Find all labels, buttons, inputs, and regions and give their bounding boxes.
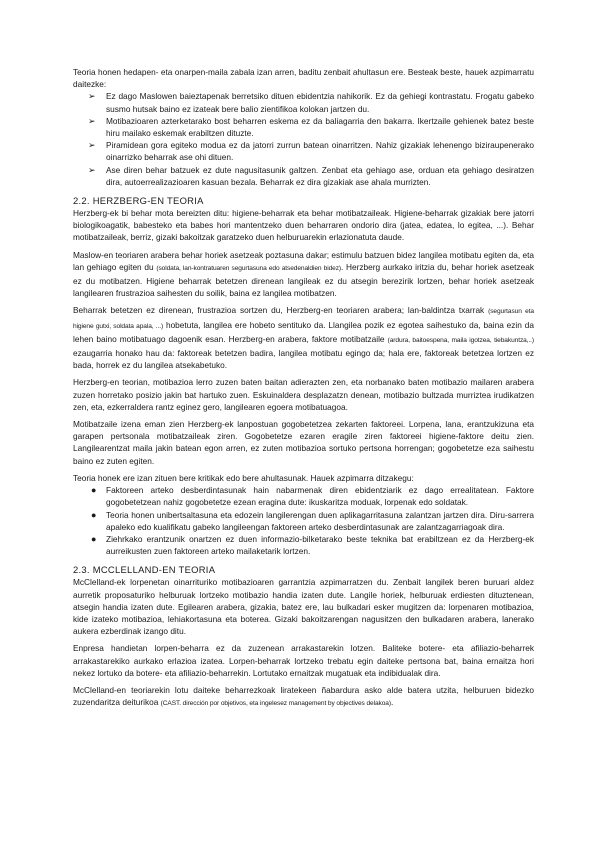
weaknesses-list — [73, 90, 534, 188]
intro-paragraph: Teoria honen hedapen- eta onarpen-maila zabala izan arren, baditu zenbait ahultasun ere. Besteak beste, hauek azpimarratu daitezke: — [73, 67, 534, 90]
arrow-bullet-icon: ➢ — [88, 140, 96, 151]
inline-note: (segurtasun eta higiene gutxi, soldata apala, ...) — [73, 308, 534, 330]
list-item: ● Teoria honen unibertsaltasuna eta edozein langilerengan duen aplikagarritasuna zalantzan jartzen dira. Diru-sarrera apaleko edo kualifikatu gabeko langileengan faktoreen arteko desberdintasunak are zalantzagarriagoak dira. — [91, 509, 534, 532]
mcclelland-paragraph-1: McClelland-ek lorpenetan oinarrituriko motibazioaren garrantzia azpimarratzen du. Zenbait langilek beren buruari aldez aurretik proposaturiko helburuak lortzeko motibazio handia izaten dute. Langile horiek, helburuak erdiesten dituztenean, atsegin handia izaten dute. Egilearen arabera, gizakia, batez ere, lau bulkadari esker mugitzen da: lorpenaren motibazioa, kide izateko motibazioa, lehiakortasuna eta boterea. Gizaki bakoitzarengan nagusitzen den bulkadaren arabera, lanerako aukera ezberdinak izango ditu. — [73, 577, 534, 637]
herzberg-paragraph-6: Teoria honek ere izan zituen bere kritikak edo bere ahultasunak. Hauek azpimarra ditzakegu: — [73, 472, 414, 483]
arrow-bullet-icon: ➢ — [88, 115, 96, 126]
list-item: ➢ Piramidean gora egiteko modua ez da jatorri zurrun batean oinarritzen. Nahiz gizakiak lehenengo biziraupenerako oinarrizko beharrak ase ohi dituen. — [88, 140, 534, 163]
inline-note: (ardura, baitoespena, maila igotzea, tiebakuntza,..) — [387, 336, 534, 344]
dot-bullet-icon: ● — [91, 533, 97, 544]
arrow-bullet-icon: ➢ — [88, 91, 96, 102]
herzberg-paragraph-2: Maslow-en teoriaren arabera behar horiek asetzeak poztasuna dakar; estimulu batzuen bidez langilea motibatu egiten da, eta lan gehiago egiten du (soldata, lan-kontratuaren segurtasuna edo atsedenaldien bidez). Herzberg aurkako iritzia du, behar horiek asetzeak ez du motibatzen. Higiene beharrak betetzen direnean langileak ez du atsegin berezirik lortzen, behar horiek asetzeak langilearen frustrazioa saihesten du soilik, baina ez langilea motibatzen. — [73, 249, 534, 299]
inline-note: (soldata, lan-kontratuaren segurtasuna edo atsedenaldien bidez) — [156, 264, 341, 272]
list-item: ● Faktoreen arteko desberdintasunak hain nabarmenak diren ebidentziarik ez dago errealitatean. Faktore gogobetetzean nahiz gogobetetze ezean eragina dute: ikuskaritza moduak, lorpenak edo soldatak. — [91, 485, 534, 508]
list-item: ➢ Ase diren behar batzuek ez dute nagusitasunik galtzen. Zenbat eta gehiago ase, orduan eta gehiago desiratzen dira, autoerrealizazioaren kasuan bezala. Beharrak ez dira gizakiak ase ahala murrizten. — [88, 164, 534, 187]
arrow-bullet-icon: ➢ — [88, 164, 96, 175]
mcclelland-paragraph-3: McClelland-en teoriarekin lotu daiteke beharrezkoak liratekeen ñabardura asko alde batera utzita, helburuen bidezko zuzendaritza deiturikoa (CAST. dirección por objetivos, eta ingelesez management by objectives delakoa). — [73, 684, 534, 708]
list-item: ➢ Ez dago Maslowen baieztapenak berretsiko dituen ebidentzia nahikorik. Ez da gehiegi kontrastatu. Frogatu gabeko susmo hutsak baino ez izateak bere balio zientifikoa kolokan jartzen du. — [88, 91, 534, 114]
herzberg-paragraph-5: Motibatzaile izena eman zien Herzberg-ek lanpostuan gogobetetzea zekarten faktoreei. Lorpena, lana, erantzukizuna eta garapen pertsonala motibatzaileak ziren. Gogobetetze ezaren eragile ziren faktoreei higiene-faktore deitu zien. Langilearentzat maila jakin batean egon arren, ez zuten motibazioa sortuko pertsona horrengan; gogobetetze eza saihestu baino ez zuten egiten. — [73, 419, 534, 466]
list-item: ➢ Motibazioaren azterketarako bost beharren eskema ez da baliagarria den bakarra. Ikertzaile gehienek batez beste hiru mailako eskemak erabiltzen dituzte. — [88, 115, 534, 139]
herzberg-criticism-list — [73, 484, 534, 557]
herzberg-paragraph-3: Beharrak betetzen ez direnean, frustrazioa sortzen du, Herzberg-en teoriaren arabera; lan-baldintza txarrak (segurtasun eta higiene gutxi, soldata apala, ...) hobetuta, langilea ere hobeto sentituko da. Llangilea pozik ez egotea saihestuko da, baina ezin da lehen baino motibatuago dagoenik esan. Herzberg-en arabera, faktore motibatzaile (ardura, baitoespena, maila igotzea, tiebakuntza,..) ezaugarria honako hau da: faktoreak betetzen badira, langilea motibatu egingo da; hala ere, faktoreak betetzea lortzen ez bada, horrek ez du langilea atsekabetuko. — [73, 305, 534, 371]
dot-bullet-icon: ● — [91, 509, 97, 520]
herzberg-paragraph-4: Herzberg-en teorian, motibazioa lerro zuzen baten baitan adierazten zen, eta norbanako baten motibazio mailaren arabera zuzen horretako posizio jakin bat hartuko zuen. Eskuinaldera desplazatzn denean, motibazio bultzada murriztea irudikatzen zen, eta, ezkerraldera rantz eginez gero, langilearen egoera motibatuagoa. — [73, 377, 534, 412]
list-item: ● Ziehrkako erantzunik onartzen ez duen informazio-bilketarako beste teknika bat erabiltzean ez da Herzberg-ek aurreikusten zuen faktoreen arteko mailaketarik lortzen. — [91, 533, 534, 557]
section-heading-herzberg: 2.2. HERZBERG-EN TEORIA — [73, 195, 204, 207]
dot-bullet-icon: ● — [91, 485, 97, 496]
inline-note: (CAST. dirección por objetivos, eta ingelesez management by objectives delakoa) — [160, 700, 391, 708]
mcclelland-paragraph-2: Enpresa handietan lorpen-beharra ez da zuzenean arrakastarekin lotzen. Baliteke botere- eta afiliazio-beharrek arrakastarekiko aurkako erlazioa izatea. Lorpen-beharrak lortzeko trebatu egin daiteke pertsona bat, baina ernaitza hori nekez lortuko da botere- eta afiliazio-beharrekin. Lortutako ernaitzak mugatuak eta indibidualak dira. — [73, 643, 534, 678]
section-heading-mcclelland: 2.3. MCCLELLAND-EN TEORIA — [73, 564, 216, 576]
herzberg-paragraph-1: Herzberg-ek bi behar mota bereizten ditu: higiene-beharrak eta behar motibatzaileak. Higiene-beharrak gizakiak bere jatorri biologikoagatik, babesteko eta babes hori mantentzeko duen beharraren ondorio dira (jatea, edatea, lo egitea, ...). Behar motibatzaileak, berriz, gizaki bakoitzak garatzeko duen helburuarekin erlazionatuta daude. — [73, 208, 534, 243]
